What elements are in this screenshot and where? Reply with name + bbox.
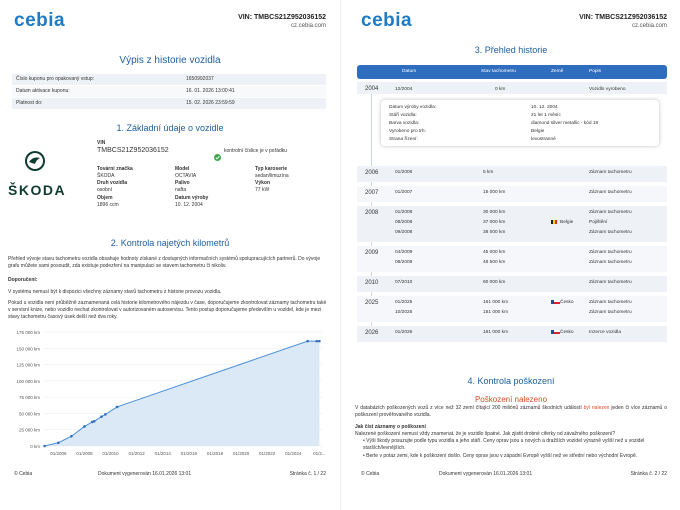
- history-group-2010: [357, 276, 667, 292]
- header-vin: [238, 14, 326, 30]
- row-km: 60 000 km: [483, 280, 506, 285]
- field-key: Objem: [97, 195, 113, 201]
- mileage-intro: Přehled vývoje stavu tachometru vozidla obsahuje hodnoty získané z dostupných informačních systémů spolupracujících partnerů. Do vývoje grafu můžete sami posoudit, zda existuje podezření na manipulaci se stavem tachometru či nikoliv.: [8, 256, 321, 269]
- row-desc: Záznam tachometru: [589, 280, 632, 285]
- row-date: 12/2004: [395, 87, 413, 92]
- row-date: 01/2006: [395, 170, 413, 175]
- how-to-read-title: Jak číst záznamy o poškození: [355, 424, 426, 430]
- header-site[interactable]: cz.cebia.com: [290, 23, 326, 29]
- row-date: 01/2026: [395, 330, 413, 335]
- damage-text-c: jeden či více záznamů o poškození prověřovaného vozidla.: [355, 405, 668, 418]
- header-vin-label: VIN: TMBCS21Z952036152: [238, 14, 326, 21]
- row-km: 15 000 km: [483, 190, 506, 195]
- history-group-2026: [357, 326, 667, 342]
- header-vin-label: VIN: TMBCS21Z952036152: [579, 14, 667, 21]
- info-row: [12, 86, 326, 98]
- row-desc: Záznam tachometru: [589, 210, 632, 215]
- recommendation-title: Doporučení:: [8, 277, 38, 283]
- damage-text: [355, 405, 667, 419]
- x-tick-label: 01/2024: [285, 451, 302, 456]
- coupon-info-table: [12, 74, 326, 110]
- field-key: Palivo: [175, 180, 190, 186]
- section-3-title: 3. Přehled historie: [474, 45, 548, 55]
- vehicle-field: [175, 180, 190, 194]
- recommendation-2: Pokud u vozidla není průběžně zaznamenaná celá historie kilometrového nájezdu v čase, doporučujeme zkontrolovat záznamy tachometru také v servisní knize, nebo vozidlo nechat zkontrolovat v autorizovaném autoservisu. Tento postup doporučujeme především u vozidel, kde je mezi stavy tachometru časový úsek delší než dva roky.: [8, 300, 327, 320]
- row-km: 161 000 km: [483, 300, 509, 305]
- field-key: Výkon: [255, 180, 271, 186]
- y-tick-label: 50 000 km: [18, 411, 40, 417]
- x-tick-label: 01/2006: [50, 451, 67, 456]
- skoda-wordmark: ŠKODA: [8, 182, 67, 198]
- info-row: [12, 98, 326, 110]
- row-km: 45 000 km: [483, 250, 506, 255]
- year-label: 2004: [365, 86, 379, 92]
- footer-copyright: © Cebia: [14, 471, 33, 477]
- y-tick-label: 100 000 km: [16, 378, 40, 384]
- bullet-1: • Výši škody posuzujte podle typu vozidla a jeho stáří. Ceny oprav jsou u nových a dražších vozidel výrazně vyšší než u vozidel starších/levnějších.: [363, 438, 645, 451]
- info-key: Číslo kuponu pro opakovaný vstup:: [16, 76, 95, 82]
- x-tick-label: 01/2014: [154, 451, 171, 456]
- y-tick-label: 150 000 km: [16, 346, 40, 352]
- damage-found: Poškození nalezeno: [474, 395, 548, 404]
- field-key: Tovární značka: [97, 166, 133, 172]
- history-group-2006: [357, 166, 667, 182]
- row-country: Česko: [560, 330, 574, 335]
- field-value: osobní: [97, 187, 113, 193]
- card-key: Vyrobeno pro trh:: [389, 129, 426, 134]
- field-value: nafta: [175, 187, 187, 193]
- data-point[interactable]: [93, 420, 96, 423]
- x-tick-label: 01/2010: [102, 451, 119, 456]
- field-value: sedan/limuzína: [255, 173, 289, 179]
- row-date: 10/2025: [395, 310, 413, 315]
- bullet-1-text: Výši škody posuzujte podle typu vozidla a jeho stáří. Ceny oprav jsou u nových a dražších vozidel výrazně vyšší než u vozidel starších/levnějších.: [363, 438, 645, 451]
- area-fill: [45, 341, 320, 446]
- year-label: 2006: [365, 170, 379, 176]
- header-vin: [579, 14, 667, 30]
- vehicle-field: [97, 180, 127, 194]
- info-row: [12, 74, 326, 86]
- row-desc: Záznam tachometru: [589, 250, 632, 255]
- year-label: 2009: [365, 250, 379, 256]
- row-km: 48 500 km: [483, 260, 506, 265]
- row-desc: Záznam tachometru: [589, 170, 632, 175]
- how-to-read-text: Nalezené poškození nemusí vždy znamenat, že je vozidlo špatné. Jak zjistit drobné ciferky od závažného poškození?: [355, 431, 616, 437]
- field-key: Druh vozidla: [97, 180, 128, 186]
- row-date: 01/2008: [395, 210, 413, 215]
- flag-czech-icon: [551, 300, 560, 304]
- card-value: levostranné: [531, 137, 556, 142]
- row-date: 09/2008: [395, 230, 413, 235]
- footer-page: Stránka č. 1 / 22: [289, 471, 326, 477]
- col-odometer: Stav tachometru: [481, 69, 516, 74]
- section-2-title: 2. Kontrola najetých kilometrů: [110, 238, 230, 248]
- y-tick-label: 175 000 km: [16, 330, 40, 335]
- field-value: OCTAVIA: [175, 173, 197, 179]
- info-key: Platnost do:: [16, 100, 43, 106]
- year-label: 2026: [365, 330, 379, 336]
- mileage-chart: [0, 326, 340, 461]
- row-km: 5 km: [483, 170, 494, 175]
- row-date: 01/2007: [395, 190, 413, 195]
- vehicle-field: [255, 180, 270, 194]
- history-group-2025: [357, 296, 667, 322]
- row-km: 161 000 km: [483, 330, 509, 335]
- row-desc: Záznam tachometru: [589, 190, 632, 195]
- vehicle-field: [97, 166, 133, 180]
- data-point[interactable]: [70, 435, 73, 438]
- data-point[interactable]: [83, 425, 86, 428]
- field-value: ŠKODA: [97, 173, 115, 179]
- year-label: 2010: [365, 280, 379, 286]
- row-date: 08/2009: [395, 260, 413, 265]
- skoda-logo: [24, 150, 46, 177]
- header-site[interactable]: cz.cebia.com: [631, 23, 667, 29]
- row-date: 07/2010: [395, 280, 413, 285]
- bullet-2: • Berte v potaz zemi, kde k poškození došlo. Ceny oprav jsou v západní Evropě vyšší než ve střední nebo východní Evropě.: [363, 453, 638, 459]
- x-tick-label: 01/2008: [76, 451, 93, 456]
- row-desc: Záznam tachometru: [589, 230, 632, 235]
- skoda-emblem-icon: [24, 150, 46, 172]
- history-table-header: [357, 65, 667, 79]
- row-date: 04/2009: [395, 250, 413, 255]
- col-date: Datum: [402, 69, 417, 74]
- section-1-title: 1. Základní údaje o vozidle: [116, 123, 224, 133]
- recommendation-1: V systému nemusí být k dispozici všechny záznamy stavů tachometru z historie provozu vozidla.: [8, 289, 222, 295]
- report-title: Výpis z historie vozidla: [119, 55, 221, 66]
- vin-value: TMBCS21Z952036152: [97, 147, 169, 154]
- data-point[interactable]: [57, 441, 60, 444]
- row-country: Belgie: [560, 220, 574, 225]
- y-tick-label: 75 000 km: [18, 395, 40, 401]
- row-country: Česko: [560, 300, 574, 305]
- footer-copyright: © Cebia: [361, 471, 380, 477]
- row-desc: Inzerce vozidla: [589, 330, 621, 335]
- year-label: 2007: [365, 190, 379, 196]
- row-km: 37 000 km: [483, 220, 506, 225]
- field-value: 77 kW: [255, 187, 270, 193]
- data-point[interactable]: [116, 406, 119, 409]
- col-desc: Popis: [589, 69, 601, 74]
- x-tick-label: 01/2012: [128, 451, 145, 456]
- info-value: 1650992037: [186, 76, 214, 82]
- data-point[interactable]: [315, 340, 318, 343]
- vehicle-field: [175, 166, 196, 180]
- vin-key: VIN: [97, 140, 106, 146]
- vehicle-field: [175, 195, 208, 209]
- field-key: Typ karoserie: [255, 166, 288, 172]
- footer-generated: Dokument vygenerován 16.01.2026 13:01: [98, 471, 192, 477]
- row-desc: Záznam tachometru: [589, 310, 632, 315]
- card-key: Datum výroby vozidla:: [389, 105, 437, 110]
- card-key: Strana řízení:: [389, 137, 418, 142]
- y-tick-label: 25 000 km: [18, 427, 40, 433]
- row-date: 08/2008: [395, 220, 413, 225]
- year-label: 2008: [365, 210, 379, 216]
- row-desc: Záznam tachometru: [589, 260, 632, 265]
- section-4-title: 4. Kontrola poškození: [467, 376, 555, 386]
- field-value: 1896 ccm: [97, 202, 119, 208]
- damage-text-a: V databázích poškozených vozů z více než 32 zemí čítající 200 miliónů záznamů škodních událostí: [355, 405, 584, 411]
- page-2: [340, 0, 680, 510]
- y-tick-label: 125 000 km: [16, 362, 40, 368]
- y-tick-label: 0 km: [30, 444, 40, 449]
- col-country: Země: [551, 69, 564, 74]
- row-km: 38 000 km: [483, 230, 506, 235]
- year-label: 2025: [365, 300, 379, 306]
- info-value: 16. 01. 2026 13:00:41: [186, 88, 235, 94]
- info-value: 15. 02. 2026 23:59:59: [186, 100, 235, 106]
- history-group-2009: [357, 246, 667, 272]
- cebia-logo: cebia: [14, 10, 66, 31]
- damage-text-highlight: byl nalezen: [583, 405, 610, 411]
- data-point[interactable]: [306, 340, 309, 343]
- footer-generated: Dokument vygenerován 16.01.2026 13:01: [439, 471, 533, 477]
- card-value: diamond silver metallic - kód 18: [531, 121, 599, 126]
- row-date: 01/2025: [395, 300, 413, 305]
- card-key: Stáří vozidla:: [389, 113, 417, 118]
- card-value: 10. 12. 2004: [531, 105, 558, 110]
- vehicle-field: [255, 166, 289, 180]
- vehicle-field: [97, 195, 119, 209]
- check-icon: [214, 148, 221, 166]
- history-row-2004: [357, 82, 667, 94]
- info-key: Datum aktivace kuponu:: [16, 88, 70, 94]
- production-card: [381, 100, 659, 146]
- x-tick-label: 01/2020: [232, 451, 250, 456]
- x-tick-label: 01/2022: [259, 451, 276, 456]
- bullet-2-text: Berte v potaz zemi, kde k poškození došlo. Ceny oprav jsou v západní Evropě vyšší než ve střední nebo východní Evropě.: [366, 453, 638, 459]
- row-km: 30 000 km: [483, 210, 506, 215]
- row-desc: Záznam tachometru: [589, 300, 632, 305]
- row-desc: Vozidlo vyrobeno: [589, 87, 626, 92]
- check-text: kontrolní číslice je v pořádku: [224, 148, 288, 154]
- field-key: Model: [175, 166, 190, 172]
- row-desc: Pojištění: [589, 220, 608, 225]
- card-value: 21 let 1 měsíc: [531, 113, 561, 118]
- field-key: Datum výroby: [175, 195, 209, 201]
- card-value: Belgie: [531, 129, 545, 134]
- row-km: 0 km: [495, 87, 506, 92]
- flag-czech-icon: [551, 330, 560, 334]
- history-group-2007: [357, 186, 667, 202]
- flag-belgium-icon: [551, 220, 557, 224]
- x-tick-label: 01/2...: [313, 451, 326, 456]
- history-group-2008: [357, 206, 667, 242]
- x-tick-label: 01/2016: [180, 451, 198, 456]
- field-value: 10. 12. 2004: [175, 202, 203, 208]
- data-point[interactable]: [104, 413, 107, 416]
- data-point[interactable]: [43, 445, 46, 448]
- data-point[interactable]: [100, 415, 103, 418]
- row-km: 161 000 km: [483, 310, 509, 315]
- footer-page: Stránka č. 2 / 22: [630, 471, 667, 477]
- data-point[interactable]: [318, 340, 321, 343]
- x-tick-label: 01/2018: [206, 451, 224, 456]
- cebia-logo: cebia: [361, 10, 413, 31]
- card-key: Barva vozidla:: [389, 121, 420, 126]
